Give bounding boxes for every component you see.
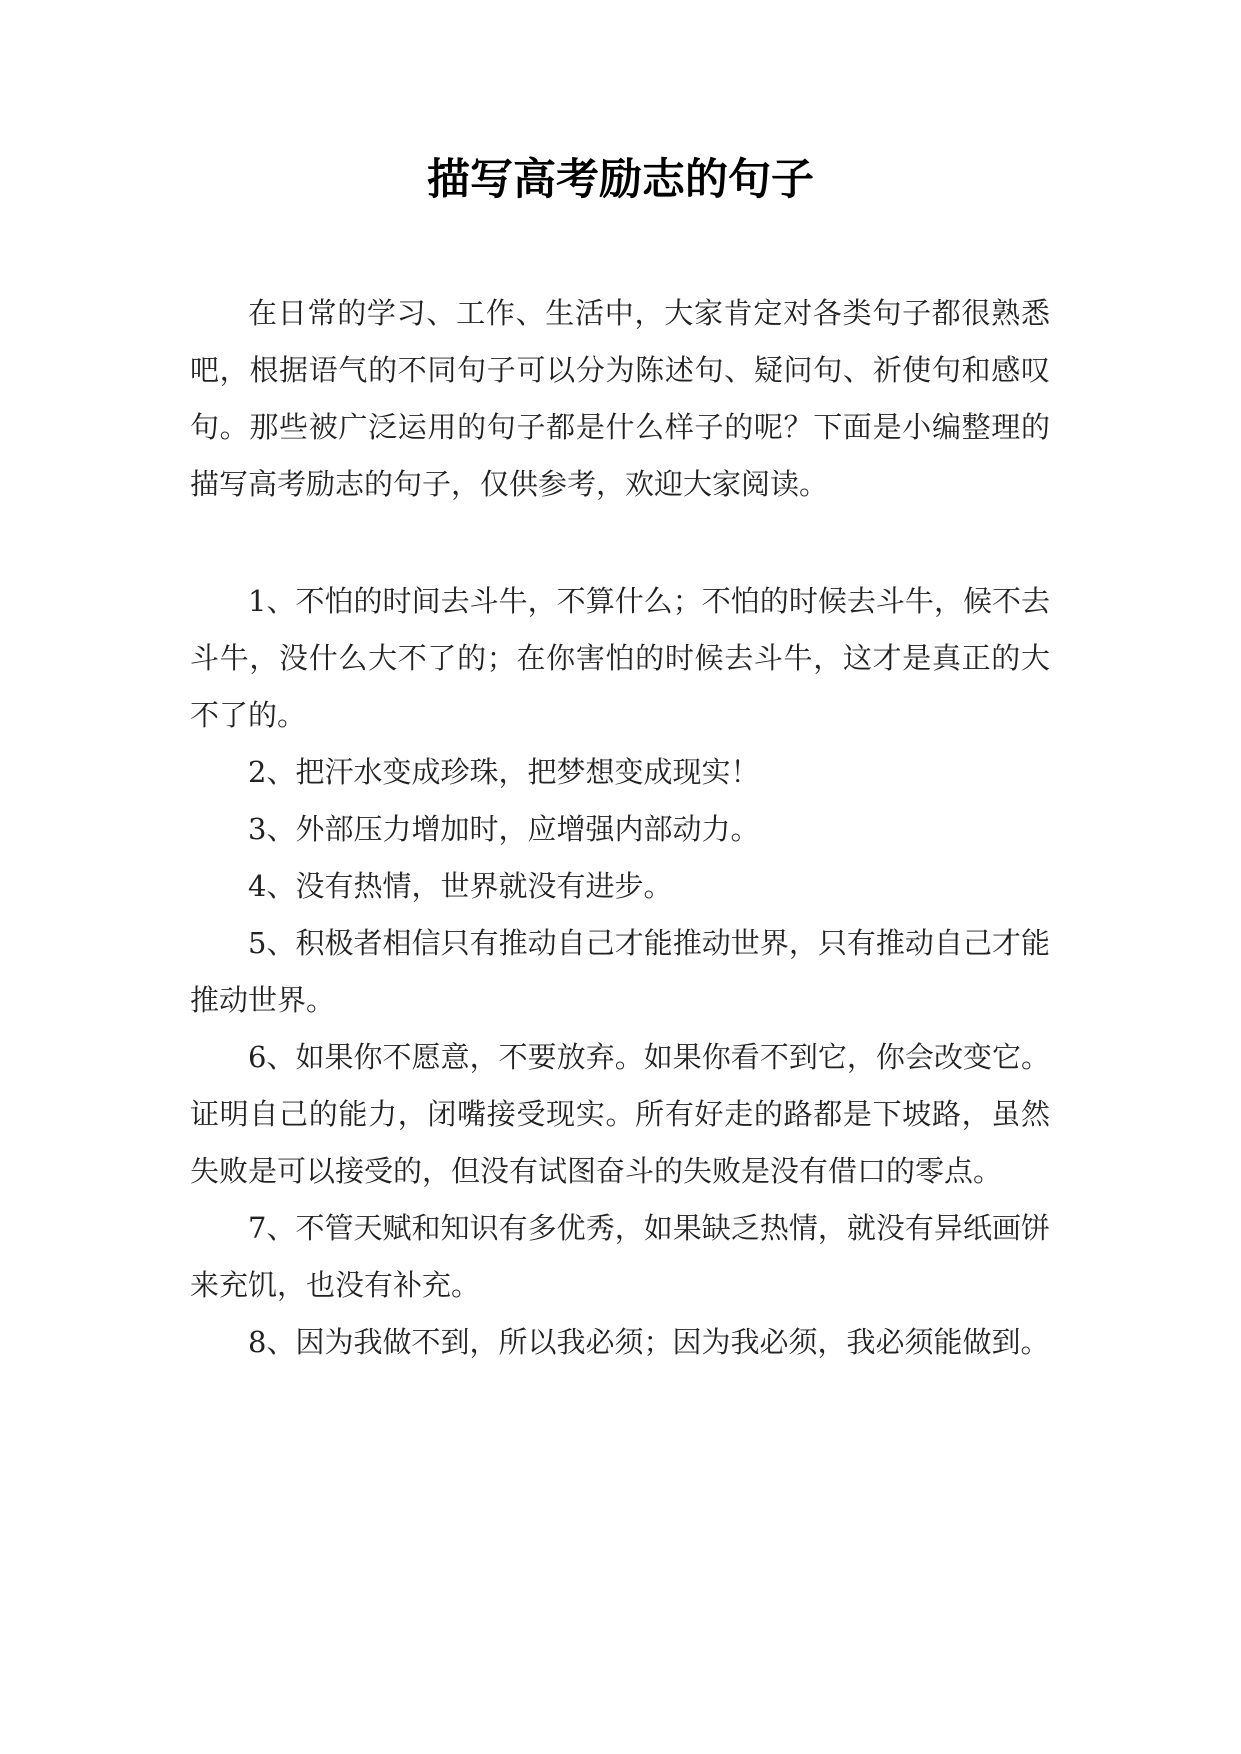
list-item: 7、不管天赋和知识有多优秀，如果缺乏热情，就没有异纸画饼来充饥，也没有补充。 [190,1211,1050,1302]
list-item: 1、不怕的时间去斗牛，不算什么；不怕的时候去斗牛，候不去斗牛，没什么大不了的；在你害怕的时候去斗牛，这才是真正的大不了的。 [190,584,1050,732]
list-item: 8、因为我做不到，所以我必须；因为我必须，我必须能做到。 [248,1325,1050,1359]
list-item: 6、如果你不愿意，不要放弃。如果你看不到它，你会改变它。证明自己的能力，闭嘴接受现实。所有好走的路都是下坡路，虽然失败是可以接受的，但没有试图奋斗的失败是没有借口的零点。 [190,1040,1050,1188]
document-body [190,285,1050,1371]
list-item: 4、没有热情，世界就没有进步。 [248,869,673,903]
list-item: 3、外部压力增加时，应增强内部动力。 [248,812,760,846]
intro-paragraph: 在日常的学习、工作、生活中，大家肯定对各类句子都很熟悉吧，根据语气的不同句子可以分为陈述句、疑问句、祈使句和感叹句。那些被广泛运用的句子都是什么样子的呢？下面是小编整理的描写高考励志的句子，仅供参考，欢迎大家阅读。 [190,296,1050,501]
list-item: 5、积极者相信只有推动自己才能推动世界，只有推动自己才能推动世界。 [190,926,1050,1017]
document-title: 描写高考励志的句子 [427,155,814,205]
list-item: 2、把汗水变成珍珠，把梦想变成现实！ [248,755,760,789]
